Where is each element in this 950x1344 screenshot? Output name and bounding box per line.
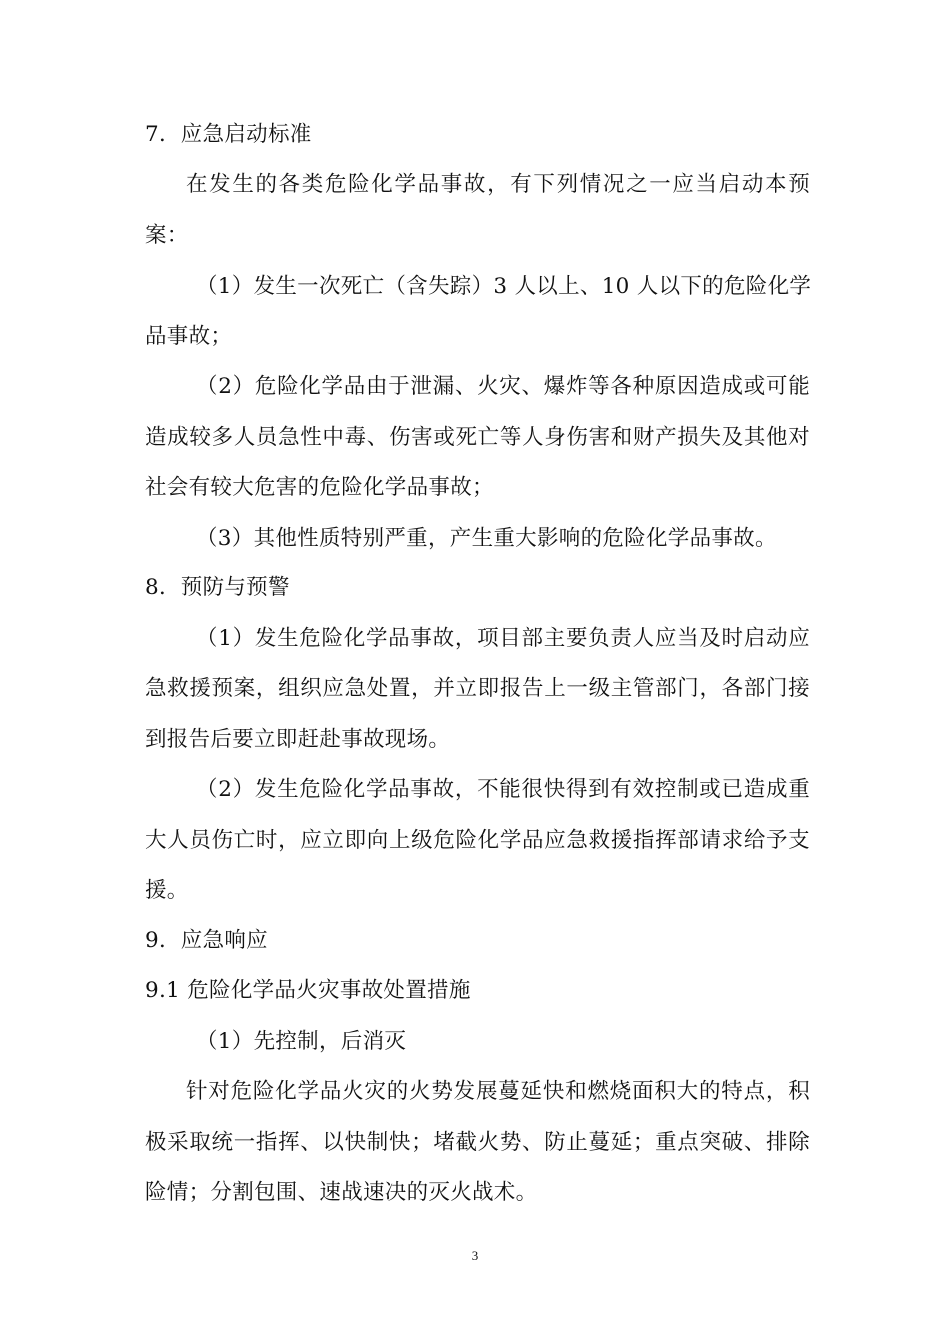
page-number: 3 [471, 1248, 479, 1263]
list-item-line: （3）其他性质特别严重，产生重大影响的危险化学品事故。 [196, 526, 777, 551]
paragraph-line: 案： [145, 223, 189, 248]
section-heading-8: 8．预防与预警 [145, 575, 290, 600]
list-item-line: （1）发生一次死亡（含失踪）3 人以上、10 人以下的危险化学 [196, 274, 812, 299]
list-item-line: （1）发生危险化学品事故，项目部主要负责人应当及时启动应 [196, 626, 810, 651]
list-item-line: 造成较多人员急性中毒、伤害或死亡等人身伤害和财产损失及其他对 [145, 425, 810, 450]
section-heading-7: 7．应急启动标准 [145, 122, 312, 147]
section-heading-9: 9．应急响应 [145, 928, 268, 953]
paragraph-line: 针对危险化学品火灾的火势发展蔓延快和燃烧面积大的特点，积 [186, 1079, 810, 1104]
list-item-line: （1）先控制，后消灭 [196, 1029, 407, 1054]
list-item-line: 社会有较大危害的危险化学品事故； [145, 475, 494, 500]
list-item-line: 大人员伤亡时，应立即向上级危险化学品应急救援指挥部请求给予支 [145, 828, 810, 853]
subsection-heading-9-1: 9.1 危险化学品火灾事故处置措施 [145, 978, 471, 1003]
list-item-line: （2）危险化学品由于泄漏、火灾、爆炸等各种原因造成或可能 [196, 374, 810, 399]
list-item-line: 品事故； [145, 324, 233, 349]
paragraph-line: 在发生的各类危险化学品事故，有下列情况之一应当启动本预 [186, 172, 810, 197]
paragraph-line: 险情；分割包围、速战速决的灭火战术。 [145, 1180, 538, 1205]
list-item-line: 急救援预案，组织应急处置，并立即报告上一级主管部门，各部门接 [145, 676, 810, 701]
list-item-line: 到报告后要立即赶赴事故现场。 [145, 727, 451, 752]
paragraph-line: 极采取统一指挥、以快制快；堵截火势、防止蔓延；重点突破、排除 [145, 1130, 810, 1155]
list-item-line: （2）发生危险化学品事故，不能很快得到有效控制或已造成重 [196, 777, 810, 802]
list-item-line: 援。 [145, 878, 189, 903]
